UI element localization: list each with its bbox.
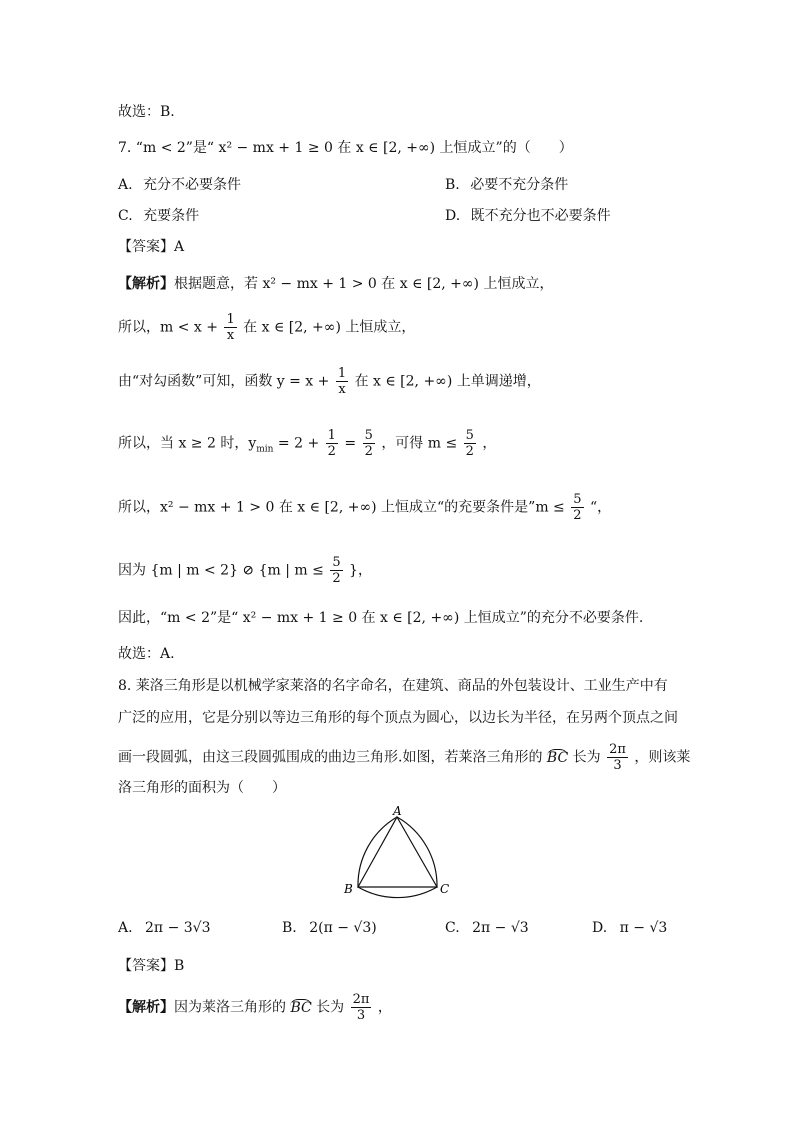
analysis-text: 在 x ∈ [2, +∞) 上单调递增， <box>354 373 541 390</box>
option-label: D. <box>592 920 608 936</box>
q8-answer: 【答案】B <box>118 958 185 974</box>
reuleaux-arcs <box>358 817 437 898</box>
fraction: $\frac{5}{2}$ <box>332 555 341 586</box>
reuleaux-triangle-figure <box>340 805 460 909</box>
equilateral-triangle <box>358 817 437 887</box>
analysis-text: 所以，当 x ≥ 2 时，y <box>118 435 257 452</box>
option-text: 2π − √3 <box>472 920 529 936</box>
option-label: A. <box>118 920 133 936</box>
option-label: B. <box>282 920 297 936</box>
fraction: $\frac{5}{2}$ <box>364 428 373 459</box>
option-text: 充分不必要条件 <box>143 177 242 193</box>
q7-answer: 【答案】A <box>118 239 185 255</box>
q7-analysis-2 <box>118 312 415 343</box>
q8-option-b[interactable] <box>282 918 377 938</box>
q7-analysis-6 <box>118 555 372 586</box>
option-text: 既不充分也不必要条件 <box>470 208 611 224</box>
q8-analysis-1 <box>118 992 392 1023</box>
option-text: 2(π − √3) <box>309 920 377 936</box>
fraction: $\frac{1}{2}$ <box>327 428 336 459</box>
q7-analysis-7: 因此，“m < 2”是“ x² − mx + 1 ≥ 0 在 x ∈ [2, +∞) 上恒成立”的充分不必要条件. <box>118 610 644 626</box>
arc-bc: BC <box>290 999 312 1016</box>
analysis-text: 因为莱洛三角形的 <box>174 999 286 1016</box>
analysis-tag: 【解析】 <box>118 276 174 292</box>
q7-stem: 7. “m < 2”是“ x² − mx + 1 ≥ 0 在 x ∈ [2, +∞) 上恒成立”的（ ） <box>118 140 573 156</box>
analysis-text: 因为 {m | m < 2} ⊘ {m | m ≤ <box>118 562 324 579</box>
q7-analysis-5 <box>118 492 611 523</box>
stem-text: 长为 <box>572 749 601 766</box>
analysis-text: ， <box>377 999 392 1016</box>
option-text: 必要不充分条件 <box>470 177 569 193</box>
analysis-text: 根据题意，若 x² − mx + 1 > 0 在 x ∈ [2, +∞) 上恒成立， <box>174 276 554 292</box>
q8-stem-4: 洛三角形的面积为（ ） <box>118 780 286 796</box>
option-label: A. <box>118 177 133 193</box>
fraction: $\frac{1}{x}$ <box>337 366 347 397</box>
q7-option-a[interactable] <box>118 175 241 195</box>
analysis-text: 在 x ∈ [2, +∞) 上恒成立， <box>243 319 416 336</box>
analysis-text: 由“对勾函数”可知，函数 y = x + <box>118 373 330 390</box>
q8-stem-2: 广泛的应用，它是分别以等边三角形的每个顶点为圆心，以边长为半径，在另两个顶点之间 <box>118 710 678 726</box>
analysis-text: }， <box>349 562 372 579</box>
fraction: $\frac{5}{2}$ <box>465 428 474 459</box>
arc-bc: BC <box>546 749 569 766</box>
analysis-text: = <box>344 435 357 452</box>
label-b: B <box>344 882 353 896</box>
q7-option-c[interactable] <box>118 206 199 226</box>
stem-text: ，则该莱 <box>634 749 691 766</box>
analysis-text: 所以，x² − mx + 1 > 0 在 x ∈ [2, +∞) 上恒成立“的充要条件是”m ≤ <box>118 499 565 516</box>
label-a: A <box>393 805 402 818</box>
q7-analysis-4 <box>118 428 496 459</box>
analysis-text: ， <box>482 435 497 452</box>
option-text: π − √3 <box>619 920 668 936</box>
reuleaux-triangle-svg <box>340 805 460 905</box>
fraction: $\frac{2\pi}{3}$ <box>609 742 626 773</box>
q7-analysis-1 <box>118 274 553 294</box>
q8-option-c[interactable] <box>445 918 529 938</box>
q7-option-b[interactable] <box>445 175 568 195</box>
fraction: $\frac{2\pi}{3}$ <box>352 992 370 1023</box>
analysis-text: 所以，m < x + <box>118 319 218 336</box>
q7-option-d[interactable] <box>445 206 611 226</box>
prev-answer: 故选：B. <box>118 104 175 120</box>
q8-option-d[interactable] <box>592 918 667 938</box>
option-label: B. <box>445 177 460 193</box>
option-text: 充要条件 <box>143 208 200 224</box>
option-label: D. <box>445 208 461 224</box>
analysis-text: “， <box>589 499 612 516</box>
q8-stem-1: 8. 莱洛三角形是以机械学家莱洛的名字命名，在建筑、商品的外包装设计、工业生产中有 <box>118 678 668 694</box>
fraction: $\frac{5}{2}$ <box>573 492 582 523</box>
q7-final: 故选：A. <box>118 646 175 662</box>
stem-text: 画一段圆弧，由这三段圆弧围成的曲边三角形.如图，若莱洛三角形的 <box>118 749 543 766</box>
analysis-text: = 2 + <box>277 435 320 452</box>
analysis-tag: 【解析】 <box>118 999 174 1016</box>
subscript: min <box>256 444 274 455</box>
q8-option-a[interactable] <box>118 918 211 938</box>
option-label: C. <box>118 208 133 224</box>
analysis-text: ，可得 m ≤ <box>381 435 458 452</box>
q8-stem-3 <box>118 742 690 773</box>
analysis-text: 长为 <box>316 999 345 1016</box>
label-c: C <box>440 882 450 896</box>
q7-analysis-3 <box>118 366 541 397</box>
fraction: $\frac{1}{x}$ <box>226 312 235 343</box>
option-label: C. <box>445 920 460 936</box>
option-text: 2π − 3√3 <box>145 920 211 936</box>
